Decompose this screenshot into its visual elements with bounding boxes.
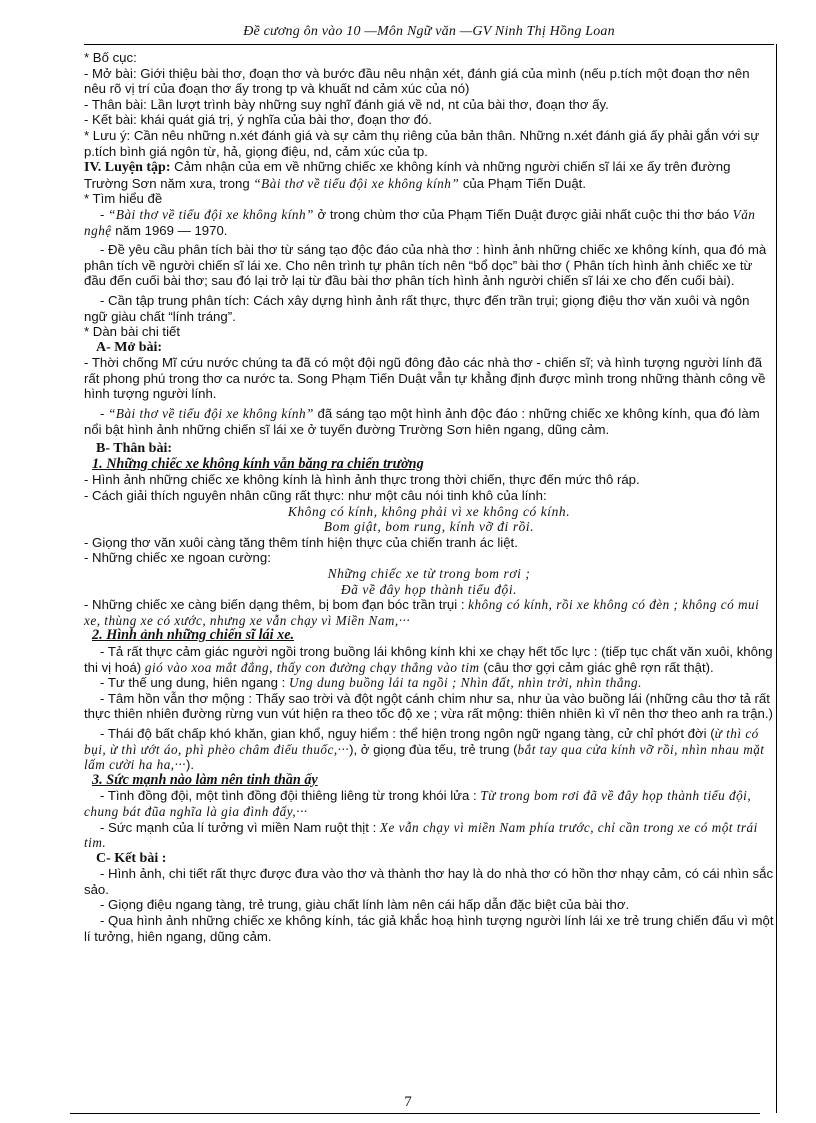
analysis-point-3: - Cần tập trung phân tích: Cách xây dựng hình ảnh rất thực, thực đến trần trụi; giọng điệu thơ văn xuôi và ngôn ngữ giàu chất “lính tráng”.	[84, 292, 750, 324]
subsection-3-heading: 3. Sức mạnh nào làm nên tinh thần ấy	[92, 771, 318, 788]
section-b-heading: B- Thân bài:	[96, 441, 172, 457]
quote-text: Từ trong bom rơi đã về đây họp thành tiểu đội, chung bát đũa nghĩa là gia đình đấy,···	[84, 788, 752, 819]
poem-title-ref: “Bài thơ về tiểu đội xe không kính”	[108, 206, 314, 222]
outline-heading: * Bố cục:	[84, 50, 137, 65]
section-a-heading: A- Mở bài:	[96, 339, 163, 355]
body-paragraph	[84, 726, 774, 773]
body-text: - Tư thế ung dung, hiên ngang :	[100, 675, 289, 691]
body-paragraph: - Tâm hồn vẫn thơ mộng : Thấy sao trời và đột ngột cánh chim như sa, như ùa vào buồng lái (những câu thơ tả rất thực thiên nhiên đường rừng vun vút hiện ra theo tốc độ xe ; vừa rất mộng: thiên nhiên kì vĩ nên thơ theo anh ra trận.)	[84, 690, 773, 722]
poem-line: Không có kính, không phải vì xe không có kính.	[287, 503, 571, 519]
body-paragraph: - Giọng thơ văn xuôi càng tăng thêm tính hiện thực của chiến tranh ác liệt.	[84, 534, 518, 550]
body-text: ), ở giọng đùa tếu, trẻ trung (	[349, 741, 518, 757]
quote-text: Ung dung buồng lái ta ngồi ; Nhìn đất, nhìn trời, nhìn thẳng.	[288, 675, 642, 691]
analysis-text: ở trong chùm thơ của Phạm Tiến Duật được giải nhất cuộc thi thơ báo	[313, 206, 733, 222]
body-paragraph	[84, 644, 774, 675]
section-c-heading: C- Kết bài :	[96, 850, 167, 866]
poem-title-ref: “Bài thơ về tiểu đội xe không kính”	[253, 175, 460, 191]
dash: -	[100, 206, 109, 222]
practice-text-2: của Phạm Tiến Duật.	[459, 175, 586, 191]
analysis-year: năm 1969 — 1970.	[111, 222, 228, 238]
poem-line: Đã về đây họp thành tiểu đội.	[340, 581, 518, 597]
body-text: (câu thơ gợi cảm giác ghê rợn rất thật).	[479, 659, 714, 675]
conclusion-paragraph: - Giọng điệu ngang tàng, trẻ trung, giàu chất lính làm nên cái hấp dẫn đặc biệt của bài thơ.	[100, 897, 630, 913]
quote-text: không có kính, rồi xe không có đèn ; không có mui xe, thùng xe có xước, nhưng xe vẫn chạy vì Miền Nam,···	[84, 597, 760, 628]
right-border-rule	[776, 44, 777, 1113]
body-text: - Tình đồng đội, một tình đồng đội thiêng liêng từ trong khói lửa :	[100, 788, 481, 804]
outline-conclusion: - Kết bài: khái quát giá trị, ý nghĩa của bài thơ, đoạn thơ đó.	[84, 112, 432, 128]
document-body	[84, 50, 774, 944]
body-paragraph	[84, 597, 774, 628]
intro-paragraph-1: - Thời chống Mĩ cứu nước chúng ta đã có một đội ngũ đông đảo các nhà thơ - chiến sĩ; và hình tượng người lính đã rất phong phú trong thơ ca nước ta. Song Phạm Tiến Duật vẫn tự khẳng định được mình trong những thành công về hình tượng người lính.	[84, 355, 766, 402]
body-text: - Tả rất thực cảm giác người ngồi trong buồng lái không kính khi xe chạy hết tốc lực : (tiếp tục chất văn xuôi, không thi vị hoá)	[84, 643, 773, 675]
body-paragraph	[84, 820, 774, 851]
quote-text: bắt tay qua cửa kính vỡ rồi, nhìn nhau mặt lấm cười ha ha,···	[84, 741, 765, 773]
quote-text: ừ thì có bụi, ừ thì ướt áo, phì phèo châm điếu thuốc,···	[84, 725, 759, 757]
page-number: 7	[404, 1094, 412, 1110]
body-paragraph: - Hình ảnh những chiếc xe không kính là hình ảnh thực trong thời chiến, thực đến mức thô ráp.	[84, 472, 640, 488]
header-rule	[84, 44, 774, 45]
practice-paragraph	[84, 159, 774, 191]
quote-text: gió vào xoa mắt đắng, thấy con đường chạy thẳng vào tim	[144, 659, 480, 675]
dash: -	[100, 406, 109, 422]
outline-detail-heading: * Dàn bài chi tiết	[84, 324, 181, 340]
subsection-1-heading: 1. Những chiếc xe không kính vẫn băng ra chiến trường	[92, 455, 424, 472]
body-paragraph: - Những chiếc xe ngoan cường:	[84, 550, 271, 566]
quote-text: Xe vẫn chạy vì miền Nam phía trước, chỉ cần trong xe có một trái tim.	[84, 819, 758, 851]
body-text: - Những chiếc xe càng biến dạng thêm, bị bom đạn bóc trần trụi :	[84, 597, 469, 613]
practice-label: IV. Luyện tập:	[84, 160, 171, 176]
body-text: - Thái độ bất chấp khó khăn, gian khổ, nguy hiểm : thể hiện trong ngôn ngữ ngang tàng, cử chỉ phớt đời (	[100, 725, 715, 741]
body-text: - Sức mạnh của lí tưởng vì miền Nam ruột thịt :	[100, 819, 380, 835]
poem-line: Những chiếc xe từ trong bom rơi ;	[327, 566, 531, 581]
outline-intro: - Mở bài: Giới thiệu bài thơ, đoạn thơ và bước đầu nêu nhận xét, đánh giá của mình (nếu p.tích một đoạn thơ nên nêu rõ vị trí của đoạn thơ ấy trong tp và khuất nd cảm xúc của nó)	[84, 65, 750, 97]
body-paragraph	[84, 675, 774, 691]
poem-line: Bom giật, bom rung, kính vỡ đi rồi.	[323, 519, 535, 535]
intro-text: đã sáng tạo một hình ảnh độc đáo : những chiếc xe không kính, qua đó làm nổi bật hình ảnh những chiến sĩ lái xe ở tuyến đường Trường Sơn hiên ngang, dũng cảm.	[84, 406, 760, 437]
analysis-heading: * Tìm hiểu đề	[84, 191, 163, 207]
magazine-name: Văn nghệ	[84, 206, 756, 238]
body-paragraph	[84, 788, 774, 819]
page-header: Đề cương ôn vào 10 —Môn Ngữ văn —GV Ninh Thị Hồng Loan	[243, 24, 615, 39]
subsection-2-heading: 2. Hình ảnh những chiến sĩ lái xe.	[92, 627, 295, 644]
analysis-point-1	[84, 207, 774, 238]
practice-text-1: Cảm nhận của em về những chiếc xe không kính và những người chiến sĩ lái xe ấy trên đường Trường Sơn năm xưa, trong	[84, 159, 731, 191]
conclusion-paragraph: - Qua hình ảnh những chiếc xe không kính, tác giả khắc hoạ hình tượng người lính lái xe trẻ trung chiến đấu vì một lí tưởng, hiên ngang, dũng cảm.	[84, 913, 774, 944]
body-text: ).	[185, 757, 195, 773]
outline-body: - Thân bài: Lần lượt trình bày những suy nghĩ đánh giá về nd, nt của bài thơ, đoạn thơ ấy.	[84, 96, 609, 112]
analysis-point-2: - Đề yêu cầu phân tích bài thơ từ sáng tạo độc đáo của nhà thơ : hình ảnh những chiếc xe không kính, qua đó mà phân tích về người chiến sĩ lái xe. Cho nên trình tự phân tích nên “bổ dọc” bài thơ ( Phân tích hình ảnh chiếc xe từ đầu đến cuối bài thơ; sau đó lại trở lại từ đầu bài thơ phân tích hình ảnh người chiến sĩ lái xe cho đến cuối bài).	[84, 242, 767, 289]
intro-paragraph-2	[84, 406, 774, 437]
conclusion-paragraph: - Hình ảnh, chi tiết rất thực được đưa vào thơ và thành thơ hay là do nhà thơ có hồn thơ nhạy cảm, có cái nhìn sắc sảo.	[84, 866, 774, 897]
footer-rule	[70, 1113, 760, 1114]
note-paragraph: * Lưu ý: Cần nêu những n.xét đánh giá và sự cảm thụ riêng của bản thân. Những n.xét đánh giá ấy phải gắn với sự p.tích bình giá ngôn từ, hả, giọng điệu, nd, cảm xúc của tp.	[84, 127, 760, 159]
poem-title-ref: “Bài thơ về tiểu đội xe không kính”	[108, 406, 314, 422]
body-paragraph: - Cách giải thích nguyên nhân cũng rất thực: như một câu nói tinh khô của lính:	[84, 488, 547, 504]
